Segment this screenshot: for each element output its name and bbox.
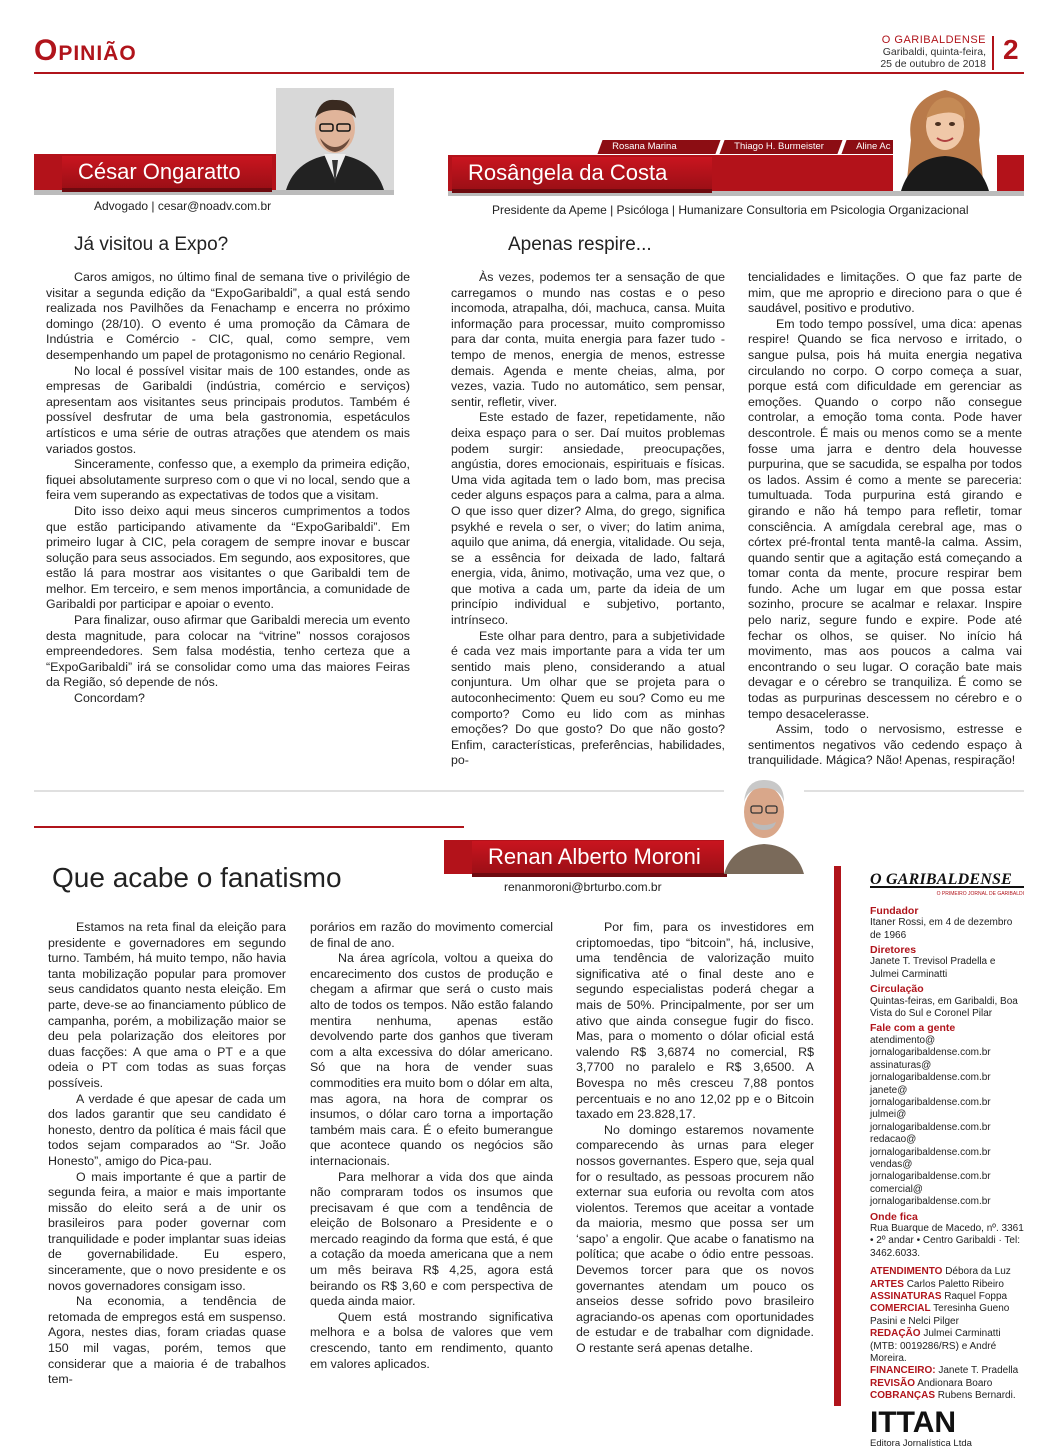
paragraph: tencialidades e limitações. O que faz parte de mim, que me aproprio e direciono para o que é saudável, positivo e produtivo. — [748, 270, 1022, 316]
paragraph: Quem está mostrando significativa melhora e a bolsa de valores que vem crescendo, tanto em rendimento, quanto em valores aplicados. — [310, 1309, 553, 1371]
email-line[interactable]: jornalogaribaldense.com.br — [870, 1196, 991, 1208]
author-photo-image — [276, 88, 394, 190]
email-line[interactable]: jornalogaribaldense.com.br — [870, 1121, 991, 1133]
dateline-2: 25 de outubro de 2018 — [880, 58, 986, 70]
paragraph: Na área agrícola, voltou a queixa do encarecimento dos custos de produção e chegam a afirmar que será o custo mais alto de todos os tempos. Não estão falando mentira nenhuma, apenas estão devolvendo parte dos ganhos que tiveram com a alta excessiva do dólar americano. Só que na hora de vender suas commodities era muito bom o dólar em alta, mas agora, na hora de comprar os insumos, o dólar caro torna a importação também mais cara. É o efeito bumerangue que acontece quando os negócios são internacionais. — [310, 951, 553, 1168]
article-title: Que acabe o fanatismo — [52, 862, 342, 893]
paragraph: Este olhar para dentro, para a subjetividade é cada vez mais importante para a vida ter um sentido mais pleno, considerando a atual conjuntura. Um olhar que se projeta para o autoconhecimento: Quem eu sou? Como eu me comporto? Como eu lido com as minhas emoções? Do que gosto? Do que não gosto? Enfim, características, preferências, habilidades, po- — [451, 628, 725, 768]
paragraph: Sinceramente, confesso que, a exemplo da primeira edição, fiquei absolutamente surpreso com o que vi no local, sendo que a feira vem superando as expectativas de todos que a visitam. — [46, 457, 410, 503]
staff-line: ATENDIMENTO Débora da Luz — [870, 1266, 1011, 1278]
diretores-text: Janete T. Trevisol Pradella e Julmei Carminatti — [870, 956, 996, 980]
staff-line: REVISÃO Andionara Boaro — [870, 1377, 993, 1389]
fundador-text: Itaner Rossi, em 4 de dezembro de 1966 — [870, 917, 1013, 941]
paragraph: A verdade é que apesar de cada um dos lados garantir que seu candidato é honesto, dentro da política é mais fácil que todos sejam comparados ao “Sr. João Honesto”, amigo do Pica-pau. — [48, 1091, 286, 1168]
email-line[interactable]: jornalogaribaldense.com.br — [870, 1171, 991, 1183]
staff-line: REDAÇÃO Julmei Carminatti (MTB: 0019286/RS) e André Moreira. — [870, 1328, 1001, 1365]
article-column — [748, 270, 1022, 769]
paragraph: Caros amigos, no último final de semana tive o privilégio de visitar a segunda edição da “ExpoGaribaldi”, a qual está sendo realizada nos Pavilhões da Fenachamp e encerra no próximo domingo (28/10). O evento é uma promoção da Câmara de Indústria e Comércio - CIC, qual, como sempre, vem desempenhando um papel de protagonismo no cenário Regional. — [46, 270, 410, 362]
paper-name: O GARIBALDENSE — [881, 34, 986, 46]
paper-logo: O GARIBALDENSE — [870, 874, 1024, 888]
author-name-tag — [452, 157, 712, 189]
paragraph: Para melhorar a vida dos que ainda não compraram todos os insumos que precisavam é que com a tendência de eleição de Bolsonaro a Presidente e o mercado reagindo da forma que está, é que a cotação da moeda americana que a nem um mês beirava R$ 4,25, agora está beirando os R$ 3,60 e com perspectiva de queda ainda maior. — [310, 1169, 553, 1309]
paragraph: No domingo estaremos novamente comparecendo às urnas para eleger nossos governantes. Espero que, seja qual for o resultado, as pessoas procurem não externar sua euforia ou revolta com atos violentos. Teremos que aceitar a vontade da maioria, mesmo que possa ser um ‘sapo’ a engolir. Que acabe o fanatismo na política; que acabe o ódio entre pessoas. Devemos torcer para que os novos governantes atendam um pouco os anseios desse sofrido povo brasileiro agraciando-os apenas com oportunidades de estudar e de trabalhar com dignidade. O restante será apenas detalhe. — [576, 1122, 814, 1356]
fundador-heading: Fundador — [870, 904, 919, 917]
staff-line: COMERCIAL Teresinha Gueno Pasini e Nelci Pilger — [870, 1303, 1010, 1327]
article-body — [46, 270, 410, 707]
page-number: 2 — [1003, 34, 1019, 65]
email-line[interactable]: jornalogaribaldense.com.br — [870, 1072, 991, 1084]
author-name: Renan Alberto Moroni — [488, 844, 701, 869]
paragraph: Na economia, a tendência de retomada de empregos está em suspenso. Agora, nestes dias, foram criadas quase 150 mil vagas, porém, temos que considerar que a maioria é de trabalhos tem- — [48, 1294, 286, 1387]
email-line[interactable]: atendimento@ — [870, 1034, 936, 1046]
paragraph: Estamos na reta final da eleição para presidente e governadores em segundo turno. Também, há muito tempo, não havia tanta mobilização popular para promover seus candidatos quanto nesta eleição. Em parte, deve-se ao financiamento público de campanha, porém, a mobilização maior se deu pela polarização dos eleitores por duas facções: A que ama o PT e a que odeia o PT com todas as suas forças possíveis. — [48, 920, 286, 1090]
email-line[interactable]: vendas@ — [870, 1158, 913, 1170]
paragraph: Para finalizar, ouso afirmar que Garibaldi merecia um evento desta magnitude, para colocar na “vitrine” nossos corajosos empreendedores. Sem falsa modéstia, tenho certeza que a “ExpoGaribaldi” irá se consolidar como uma das maiores Feiras da Região, só depende de nós. — [46, 613, 410, 690]
paragraph: Por fim, para os investidores em criptomoedas, tipo “bitcoin”, há, inclusive, uma tendência de valorização muito significativa até o final deste ano e segundo especialistas poderá chegar a mais de 50%. Principalmente, por ser um ativo que ainda consegue fugir do fisco. Mas, para o momento o dólar oficial está valendo R$ 3,6874 no comercial, R$ 3,7700 no paralelo e R$ 3,6500. A Bovespa no mês cresceu 7,88 pontos percentuais e no ano 12,02 pp e o Bitcoin taxado em 23.828,17. — [576, 920, 814, 1122]
author-photo-image — [724, 770, 804, 874]
paragraph: Concordam? — [74, 691, 145, 706]
address-text: Rua Buarque de Macedo, nº. 3361 • 2º andar • Centro Garibaldi · Tel: 3462.6033. — [870, 1222, 1024, 1259]
paragraph: porários em razão do movimento comercial de final de ano. — [310, 920, 553, 950]
paragraph: No local é possível visitar mais de 100 estandes, onde as empresas de Garibaldi (indústria, comércio e serviços) apresentam aos visitantes seus principais produtos. Também é possível desfrutar de uma bela gastronomia, espetáculos artísticos e uma série de outras atrações que atendem os mais variados gostos. — [46, 363, 410, 456]
columnist-tab[interactable]: Thiago H. Burmeister — [719, 140, 842, 154]
article-column — [576, 920, 814, 1357]
email-line[interactable]: comercial@ — [870, 1183, 923, 1195]
columnist-tabs — [600, 140, 900, 152]
staff-line: COBRANÇAS Rubens Bernardi. — [870, 1390, 1016, 1402]
circulacao-heading: Circulação — [870, 983, 924, 996]
section-divider — [34, 790, 1024, 792]
article-column — [48, 920, 286, 1388]
author-name: Rosângela da Costa — [468, 160, 668, 185]
diretores-heading: Diretores — [870, 944, 917, 957]
email-line[interactable]: jornalogaribaldense.com.br — [870, 1096, 991, 1108]
author-name-tag — [62, 156, 272, 188]
staff-line: ARTES Carlos Paletto Ribeiro — [870, 1278, 1004, 1290]
email-line[interactable]: julmei@ — [870, 1109, 907, 1121]
paragraph: O mais importante é que a partir de segunda feira, a maior e mais importante missão do eleito será a de unir os brasileiros para poder governar com tranquilidade e poder implantar suas ideias de governabilidade. Eu espero, sinceramente, que o novo presidente e os novos governadores consigam isso. — [48, 1169, 286, 1293]
red-rule — [34, 826, 464, 828]
email-line[interactable]: jornalogaribaldense.com.br — [870, 1146, 991, 1158]
email-line[interactable]: janete@ — [870, 1084, 908, 1096]
paragraph: Dito isso deixo aqui meus sinceros cumprimentos a todos que estão participando ativamente da “ExpoGaribaldi”. Em primeiro lugar à CIC, pela coragem de sempre inovar e buscar solução para seus associados. Em segundo, aos expositores, que estão lá para mostrar aos visitantes o que Garibaldi tem de melhor. Em terceiro, e sem menos importância, a comunidade de Garibaldi por participar e apoiar o evento. — [46, 503, 410, 612]
staff-line: FINANCEIRO: Janete T. Pradella — [870, 1365, 1019, 1377]
paragraph: Este estado de fazer, repetidamente, não deixa espaço para o ser. Daí muitos problemas podem surgir: ansiedade, preocupações, angústia, dores emocionais, espirituais e físicas. Uma vida agitada tem o lado bom, mas precisa ceder alguns espaços para a calma, para a alma. O que isso quer dizer? Alma, do grego, significa psykhé e revela o ser, o viver; do latim anima, aquilo que anima, dá energia, vitalidade. Ou seja, se a essência for deixada de lado, faltará energia, vida, ânimo, motivação, uma vez que, o que motiva a cada um, parte da ideia de um princípio individual e subjetivo, portanto, intrínseco. — [451, 410, 725, 628]
article-title: Já visitou a Expo? — [74, 234, 229, 255]
paragraph: Assim, todo o nervosismo, estresse e sentimentos negativos vão cedendo espaço à tranquilidade. Mágica? Não! Apenas, respiração! — [748, 722, 1022, 768]
paragraph: Em todo tempo possível, uma dica: apenas respire! Quando se fica nervoso e irritado, o sangue pulsa, pois há muita energia negativa circulando no corpo. O corpo começa a suar, porque está com dificuldade em gerenciar as emoções. Quando o corpo não consegue controlar, a emoção toma conta. Pode haver descontrole. É mais ou menos como se a mente fosse uma jarra e dentro dela houvesse purpurina, que se sacudida, se espalha por todos os lados. Assim é como a mente se pareceria: tumultuada. Toda purpurina está girando e girando e não há tempo para refletir, tomar consciência. A amígdala cerebral age, mas o córtex pré-frontal tenta mantê-la calma. Assim, quando sentir que a agitação está começando a tomar conta da mente, procure respirar bem fundo. Ache um lugar em que possa estar sozinho, procure se acalmar e relaxar. Inspire pelo nariz, segure fundo e expire. Pode até fechar os olhos, se quiser. No início há movimento, mas aos poucos a calma vai encontrando o seu lugar. O coração bate mais devagar e o cérebro se tranquiliza. É como se todas as purpurinas descessem no cérebro e o tempo desacelerasse. — [748, 316, 1022, 721]
email-line[interactable]: assinaturas@ — [870, 1059, 932, 1071]
article-title: Apenas respire... — [508, 234, 652, 255]
paragraph: Às vezes, podemos ter a sensação de que carregamos o mundo nas costas e o peso incomoda, atrapalha, dói, machuca, cansa. Muita informação para processar, muito compromisso para dar conta, muita energia para fazer tudo - tempo de menos, energia de menos, estresse demais. Agenda e mente cheias, alma, por vezes, vazia. Tudo no automático, sem pensar, sentir, refletir, viver. — [451, 270, 725, 409]
email-line[interactable]: jornalogaribaldense.com.br — [870, 1047, 991, 1059]
columnist-tab[interactable]: Aline Ac — [841, 140, 906, 154]
email-line[interactable]: redacao@ — [870, 1134, 917, 1146]
article-column — [310, 920, 553, 1372]
author-byline: renanmoroni@brturbo.com.br — [504, 880, 662, 894]
dateline-1: Garibaldi, quinta-feira, — [882, 46, 986, 58]
email-list — [870, 1035, 1024, 1209]
address-heading: Onde fica — [870, 1210, 918, 1223]
author-photo — [893, 80, 997, 191]
author-name-tag — [472, 841, 727, 873]
publisher-logo: ITTAN — [870, 1405, 957, 1439]
author-photo — [724, 770, 804, 874]
author-byline: Advogado | cesar@noadv.com.br — [94, 199, 272, 213]
author-photo — [276, 88, 394, 190]
staff-line: ASSINATURAS Raquel Foppa — [870, 1291, 1008, 1302]
circulacao-text: Quintas-feiras, em Garibaldi, Boa Vista do Sul e Coronel Pilar — [870, 995, 1018, 1020]
page-separator — [992, 36, 994, 70]
article-column — [451, 270, 725, 769]
columnist-tab[interactable]: Rosana Marina — [597, 140, 720, 154]
masthead — [880, 34, 986, 70]
staff-list — [870, 1266, 1024, 1402]
expediente-box — [834, 866, 1024, 1449]
paper-logo-subtitle: O PRIMEIRO JORNAL DE GARIBALDI — [936, 891, 1024, 898]
header-rule — [34, 72, 1024, 74]
author-name: César Ongaratto — [78, 159, 241, 184]
author-photo-image — [893, 80, 997, 191]
contact-heading: Fale com a gente — [870, 1022, 956, 1035]
publisher-name: Editora Jornalística Ltda — [870, 1437, 972, 1449]
author-byline: Presidente da Apeme | Psicóloga | Humanizare Consultoria em Psicologia Organizacional — [492, 203, 969, 217]
section-title: Opinião — [34, 34, 137, 67]
